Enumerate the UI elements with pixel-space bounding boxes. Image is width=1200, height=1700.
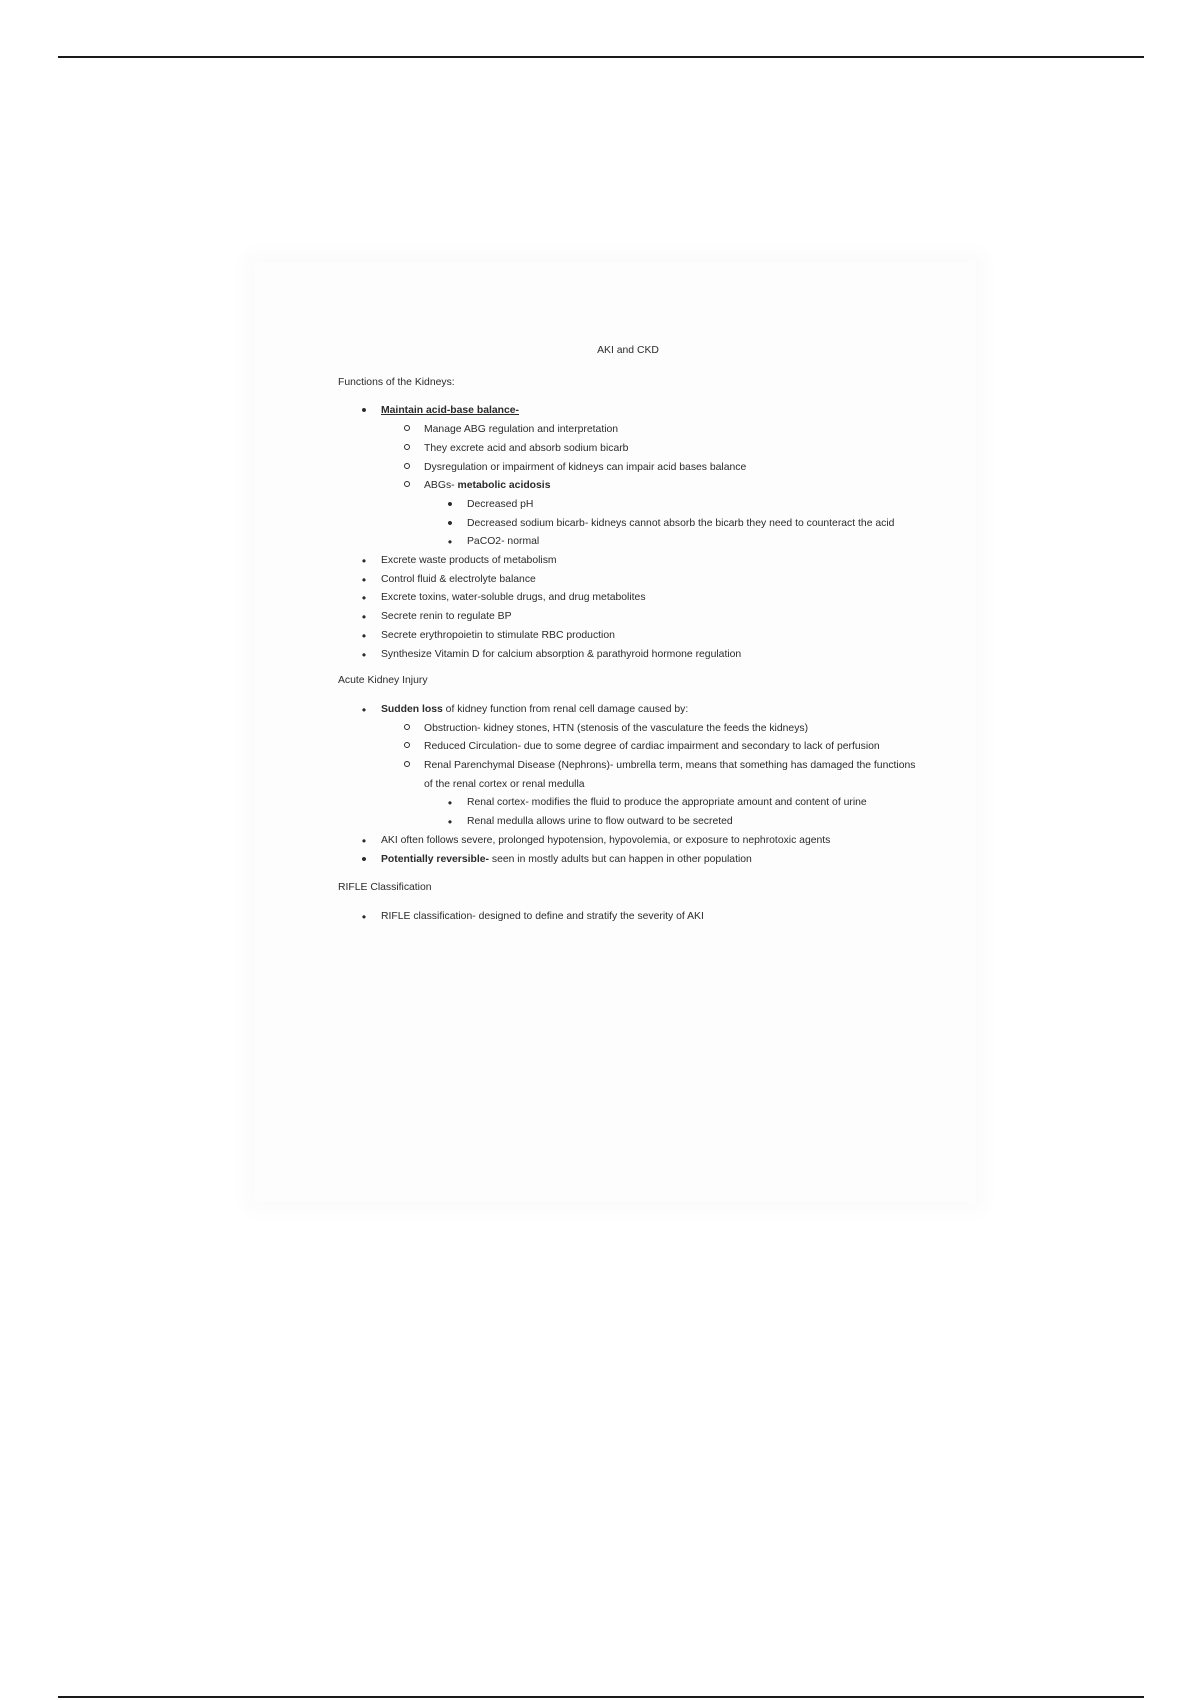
list-item-text: ABGs- [424,480,458,492]
list-item-bold-text: Potentially reversible- [381,853,489,865]
list-item [381,757,918,832]
bullet-icon [355,832,373,853]
bullet-icon [355,589,373,610]
bullet-icon [355,851,373,872]
top-divider [58,56,1144,58]
list-item-text: Obstruction- kidney stones, HTN (stenosis of the vasculature the feeds the kidneys) [424,722,809,734]
list-item-text: Excrete waste products of metabolism [381,555,557,567]
circle-bullet-icon [398,477,416,496]
list-item-bold-text: metabolic acidosis [457,480,551,492]
bullet-icon [355,552,373,573]
circle-bullet-icon [398,459,416,478]
list-item-text: seen in mostly adults but can happen in other population [489,853,752,865]
list-item [381,477,918,552]
section-heading-functions: Functions of the Kidneys: [338,376,455,388]
bottom-divider [58,1696,1144,1698]
bullet-icon [355,627,373,648]
bullet-icon [441,794,459,815]
rifle-list [338,908,918,927]
list-item-text: RIFLE classification- designed to define and stratify the severity of AKI [381,910,704,922]
list-item-text: Renal Parenchymal Disease (Nephrons)- umbrella term, means that something has damaged the functions of the renal cortex or renal medulla [424,760,916,790]
list-item [381,421,918,440]
list-item [381,459,918,478]
list-item-bold-text: Sudden loss [381,703,443,715]
list-item [338,627,918,646]
bullet-icon [355,908,373,929]
list-item [424,533,918,552]
aki-list [338,701,918,869]
list-item [424,813,918,832]
bullet-icon [441,496,459,517]
bullet-icon [355,571,373,592]
list-item-text: AKI often follows severe, prolonged hypotension, hypovolemia, or exposure to nephrotoxic agents [381,834,831,846]
list-item [338,589,918,608]
list-item-text: Manage ABG regulation and interpretation [424,424,619,436]
circle-bullet-icon [398,440,416,459]
bullet-icon [441,813,459,834]
list-item [381,720,918,739]
circle-bullet-icon [398,421,416,440]
functions-list [338,402,918,664]
circle-bullet-icon [398,738,416,757]
list-item [338,908,918,927]
list-item-text: Renal cortex- modifies the fluid to produce the appropriate amount and content of urine [467,797,867,809]
list-item [338,608,918,627]
section-heading-aki: Acute Kidney Injury [338,675,428,687]
list-item-text: Renal medulla allows urine to flow outward to be secreted [467,816,733,828]
list-item-text: of kidney function from renal cell damage caused by: [442,703,689,715]
list-item [424,794,918,813]
list-item-text: PaCO2- normal [467,536,540,548]
list-item-text: Control fluid & electrolyte balance [381,573,536,585]
list-item-text: Decreased pH [467,498,534,510]
list-item [424,496,918,515]
list-item-text: Excrete toxins, water-soluble drugs, and drug metabolites [381,592,646,604]
sub-sub-list [424,794,918,831]
document-content [338,342,918,927]
list-item [381,440,918,459]
list-item [424,515,918,534]
list-item [338,552,918,571]
list-item-text: Maintain acid-base balance- [381,405,520,417]
list-item [381,738,918,757]
list-item-text: They excrete acid and absorb sodium bicarb [424,442,629,454]
sub-list [381,720,918,832]
list-item-text: Reduced Circulation- due to some degree of cardiac impairment and secondary to lack of perfusion [424,741,880,753]
list-item-text: Decreased sodium bicarb- kidneys cannot absorb the bicarb they need to counteract the acid [467,517,895,529]
list-item [338,646,918,665]
document-title: AKI and CKD [597,345,659,356]
list-item-text: Secrete erythropoietin to stimulate RBC production [381,629,615,641]
bullet-icon [355,402,373,423]
circle-bullet-icon [398,720,416,739]
bullet-icon [441,515,459,536]
bullet-icon [355,608,373,629]
list-item-text: Secrete renin to regulate BP [381,611,512,623]
bullet-icon [441,533,459,554]
list-item [338,851,918,870]
section-heading-rifle: RIFLE Classification [338,882,432,894]
list-item [338,701,918,832]
list-item [338,571,918,590]
list-item-text: Synthesize Vitamin D for calcium absorption & parathyroid hormone regulation [381,648,742,660]
sub-list [381,421,918,552]
circle-bullet-icon [398,757,416,776]
list-item-text: Dysregulation or impairment of kidneys can impair acid bases balance [424,461,747,473]
list-item [338,832,918,851]
list-item [338,402,918,552]
sub-sub-list [424,496,918,552]
bullet-icon [355,701,373,722]
bullet-icon [355,646,373,667]
